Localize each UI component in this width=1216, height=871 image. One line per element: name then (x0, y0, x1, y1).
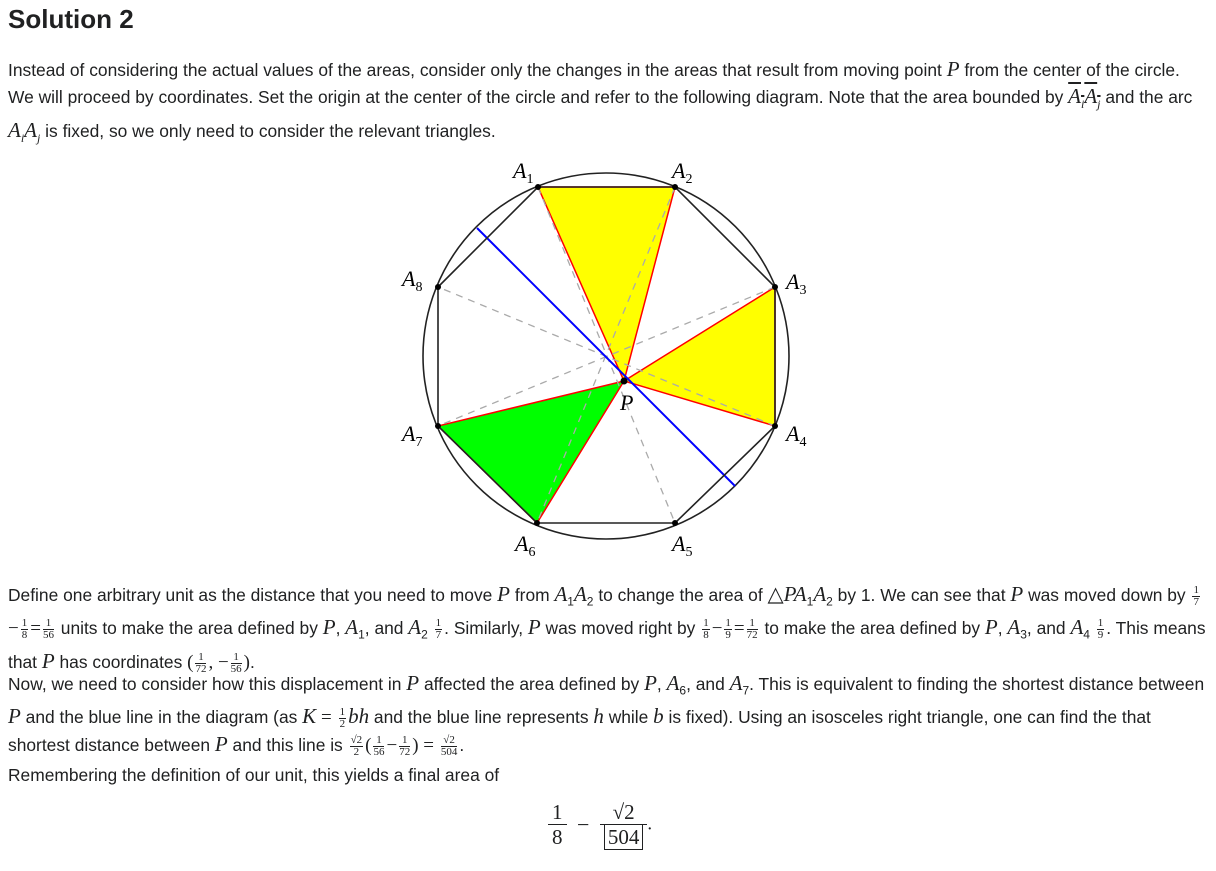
label-A6: $A_6$ (515, 531, 536, 560)
solution-heading: Solution 2 (8, 4, 134, 34)
octagon-diagram (380, 150, 820, 560)
label-A8: $A_8$ (402, 266, 423, 295)
label-P: P (620, 390, 634, 415)
label-A5: $A_5$ (672, 531, 693, 560)
label-A7: $A_7$ (402, 421, 423, 450)
label-A3: $A_3$ (786, 269, 807, 298)
green-triangle-A6A7 (438, 381, 624, 523)
paragraph-unit-definition: Define one arbitrary unit as the distance that you need to move P from $A_1A_2$ to change the area of $\triangle PA_1A_2$ by 1. We can see that P was moved down by $\frac{1}{7}$ − $\frac{1}{8}$ = $\frac{1}{56}$ units to make the area defined by P, $A_1$, and $A_2$ $\frac{1}{7}$ . Similarly, P was moved right by $\frac{1}{8}$ − $\frac{1}{9}$ = $\frac{1}{72}$ to make the area defined by P, $A_3$, and $A_4$ $\frac{1}{9}$ . This means that P has coordinates ( $\frac{1}{72}$ , − $\frac{1}{56}$ ). (8, 582, 1206, 675)
paragraph-displacement: Now, we need to consider how this displacement in P affected the area defined by P, $A_6$, and $A_7$. This is equivalent to finding the shortest distance between P and the blue line in the diagram (as K = $\frac{1}{2}$ bh and the blue line represents h while b is fixed). Using an isosceles right triangle, one can find the that shortest distance between P and this line is $\frac{√2}{2}$ ( $\frac{1}{56}$ − $\frac{1}{72}$ ) = $\frac{√2}{504}$ . (8, 671, 1205, 759)
intro-paragraph: Instead of considering the actual values of the areas, consider only the changes in the areas that result from moving point P from the center of the circle. We will proceed by coordinates. Set the origin at the center of the circle and refer to the following diagram. Note that the area bounded by $A_iA_j$ and the arc $A_iA_j$ is fixed, so we only need to consider the relevant triangles. (8, 57, 1193, 146)
final-answer: $\frac{1}{8}$ − $\frac{√2}{504}$ . (548, 800, 652, 849)
yellow-triangle-A1A2 (538, 187, 675, 381)
yellow-triangle-A3A4 (624, 287, 775, 426)
label-A2: $A_2$ (672, 158, 693, 187)
paragraph-final-intro: Remembering the definition of our unit, this yields a final area of (8, 765, 500, 785)
label-A4: $A_4$ (786, 421, 807, 450)
label-A1: $A_1$ (513, 158, 534, 187)
